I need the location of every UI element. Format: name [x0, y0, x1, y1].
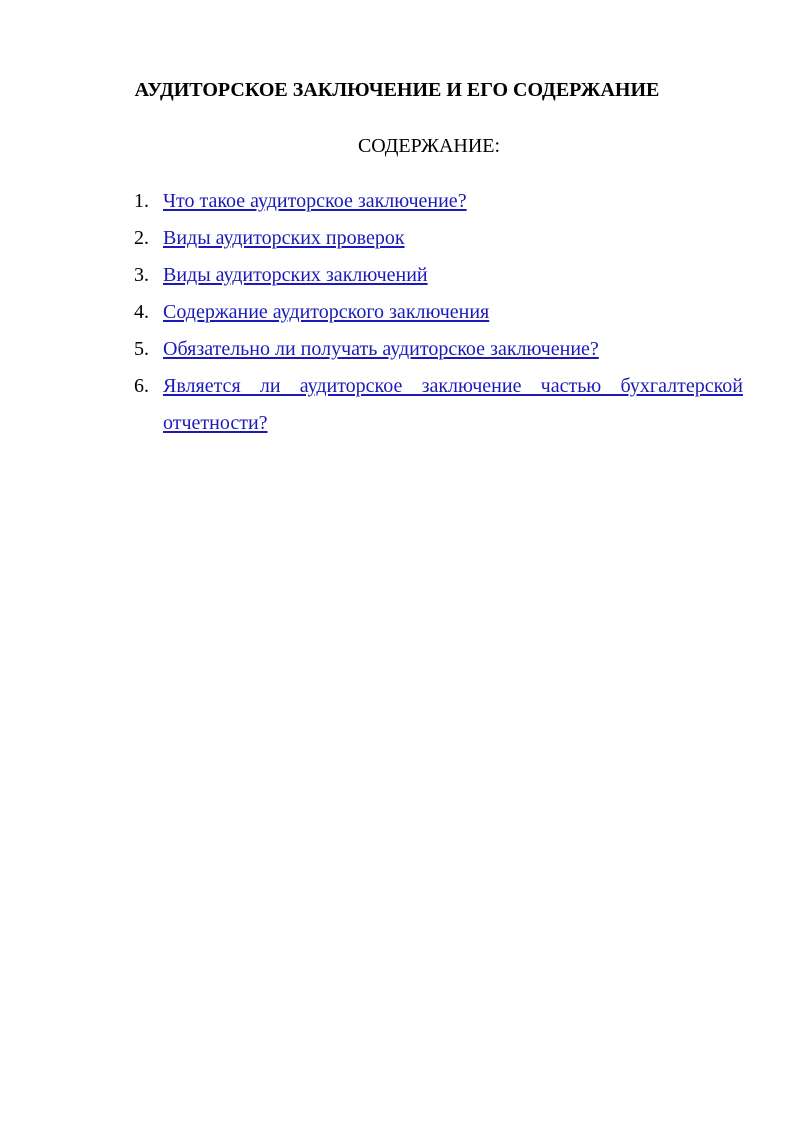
toc-heading: СОДЕРЖАНИЕ: [357, 135, 501, 157]
toc-link-is-report-mandatory[interactable]: Обязательно ли получать аудиторское заключение? [163, 338, 599, 360]
toc-link-what-is-audit-report[interactable]: Что такое аудиторское заключение? [163, 190, 467, 212]
toc-item-3 [134, 257, 743, 294]
toc-link-report-types[interactable]: Виды аудиторских заключений [163, 264, 428, 286]
document-title: АУДИТОРСКОЕ ЗАКЛЮЧЕНИЕ И ЕГО СОДЕРЖАНИЕ [134, 79, 660, 101]
toc-item-number: 5. [134, 338, 149, 360]
toc-item-number: 6. [134, 375, 149, 397]
toc-item-6 [134, 368, 743, 442]
toc-item-number: 1. [134, 190, 149, 212]
toc-link-report-contents[interactable]: Содержание аудиторского заключения [163, 301, 490, 323]
toc-item-number: 3. [134, 264, 149, 286]
toc-item-5 [134, 331, 743, 368]
toc-item-1 [134, 183, 743, 220]
toc-link-audit-types[interactable]: Виды аудиторских проверок [163, 227, 405, 249]
toc-item-number: 4. [134, 301, 149, 323]
toc-item-number: 2. [134, 227, 149, 249]
toc-link-report-part-of-accounting[interactable]: Является ли аудиторское заключение частью бухгалтерской отчетности? [163, 375, 743, 434]
toc-item-2 [134, 220, 743, 257]
table-of-contents [134, 183, 743, 442]
toc-item-4 [134, 294, 743, 331]
